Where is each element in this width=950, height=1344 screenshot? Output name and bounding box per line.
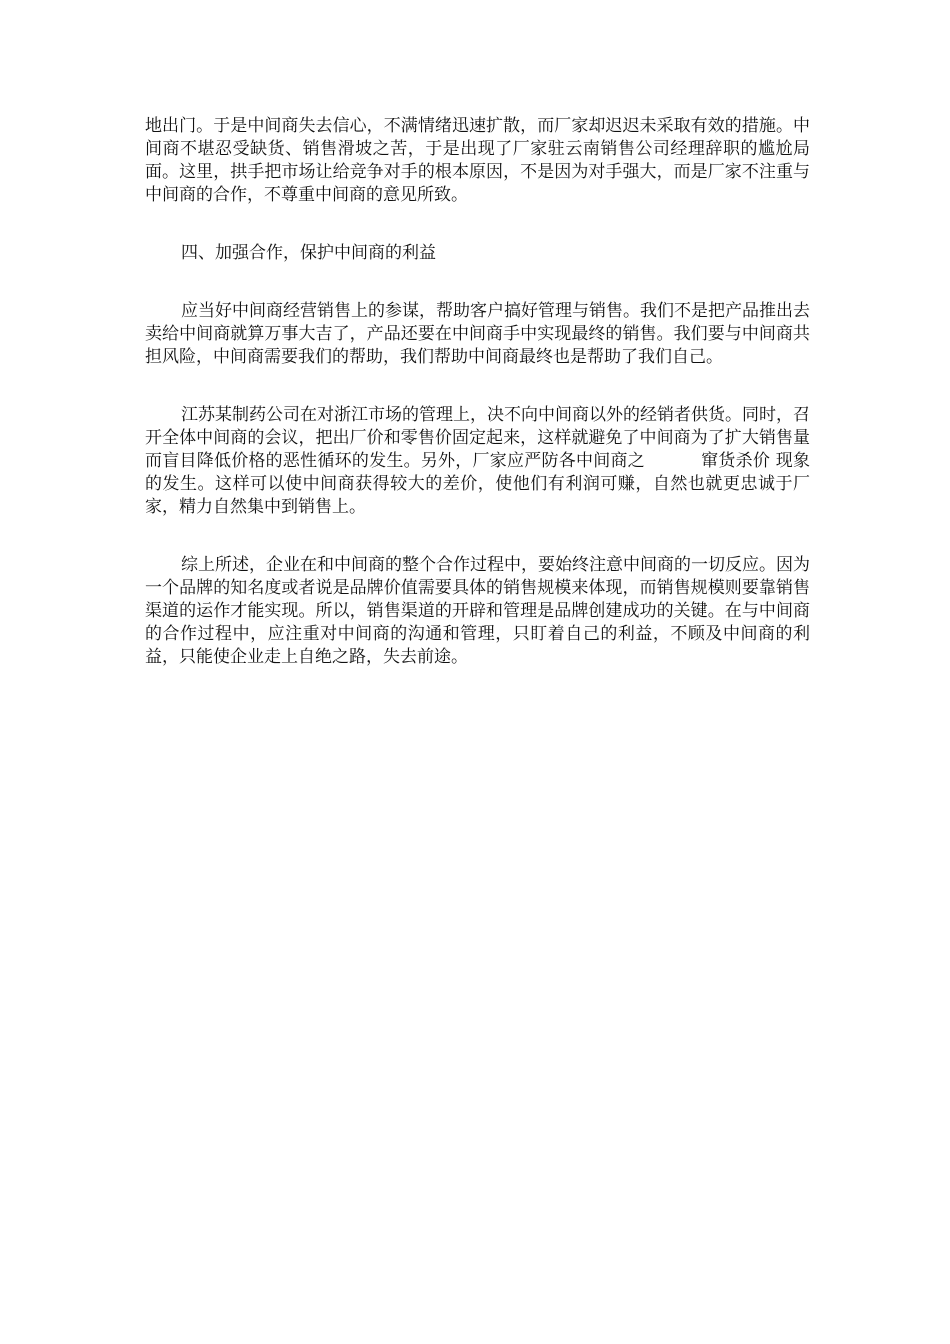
paragraph-jiangsu-part-3: 现象的发生。这样可以使中间商获得较大的差价，使他们有利润可赚，自然也就更忠诚于厂家，精力自然集中到销售上。: [145, 451, 811, 517]
paragraph-gap: [145, 519, 810, 554]
paragraph-jiangsu-part-2: 窜货杀价: [700, 451, 771, 471]
paragraph-gap: [145, 207, 810, 242]
paragraph-conclusion: 综上所述，企业在和中间商的整个合作过程中，要始终注意中间商的一切反应。因为一个品牌的知名度或者说是品牌价值需要具体的销售规模来体现，而销售规模则要靠销售渠道的运作才能实现。所以，销售渠道的开辟和管理是品牌创建成功的关键。在与中间商的合作过程中，应注重对中间商的沟通和管理，只盯着自己的利益，不顾及中间商的利益，只能使企业走上自绝之路，失去前途。: [145, 555, 810, 667]
paragraph-jiangsu-example: [145, 404, 810, 519]
document-body: [145, 115, 810, 669]
section-heading: 四、加强合作，保护中间商的利益: [181, 243, 436, 263]
paragraph-gap: [145, 265, 810, 300]
paragraph-jiangsu-part-1: 江苏某制药公司在对浙江市场的管理上，决不向中间商以外的经销者供货。同时，召开全体中间商的会议，把出厂价和零售价固定起来，这样就避免了中间商为了扩大销售量而盲目降低价格的恶性循环的发生。另外，厂家应严防各中间商之: [145, 405, 810, 471]
paragraph-gap: [145, 369, 810, 404]
paragraph-advisor: 应当好中间商经营销售上的参谋，帮助客户搞好管理与销售。我们不是把产品推出去卖给中间商就算万事大吉了，产品还要在中间商手中实现最终的销售。我们要与中间商共担风险，中间商需要我们的帮助，我们帮助中间商最终也是帮助了我们自己。: [145, 301, 810, 367]
paragraph-continuation: 地出门。于是中间商失去信心，不满情绪迅速扩散，而厂家却迟迟未采取有效的措施。中间商不堪忍受缺货、销售滑坡之苦，于是出现了厂家驻云南销售公司经理辞职的尴尬局面。这里，拱手把市场让给竞争对手的根本原因，不是因为对手强大，而是厂家不注重与中间商的合作，不尊重中间商的意见所致。: [145, 116, 810, 205]
